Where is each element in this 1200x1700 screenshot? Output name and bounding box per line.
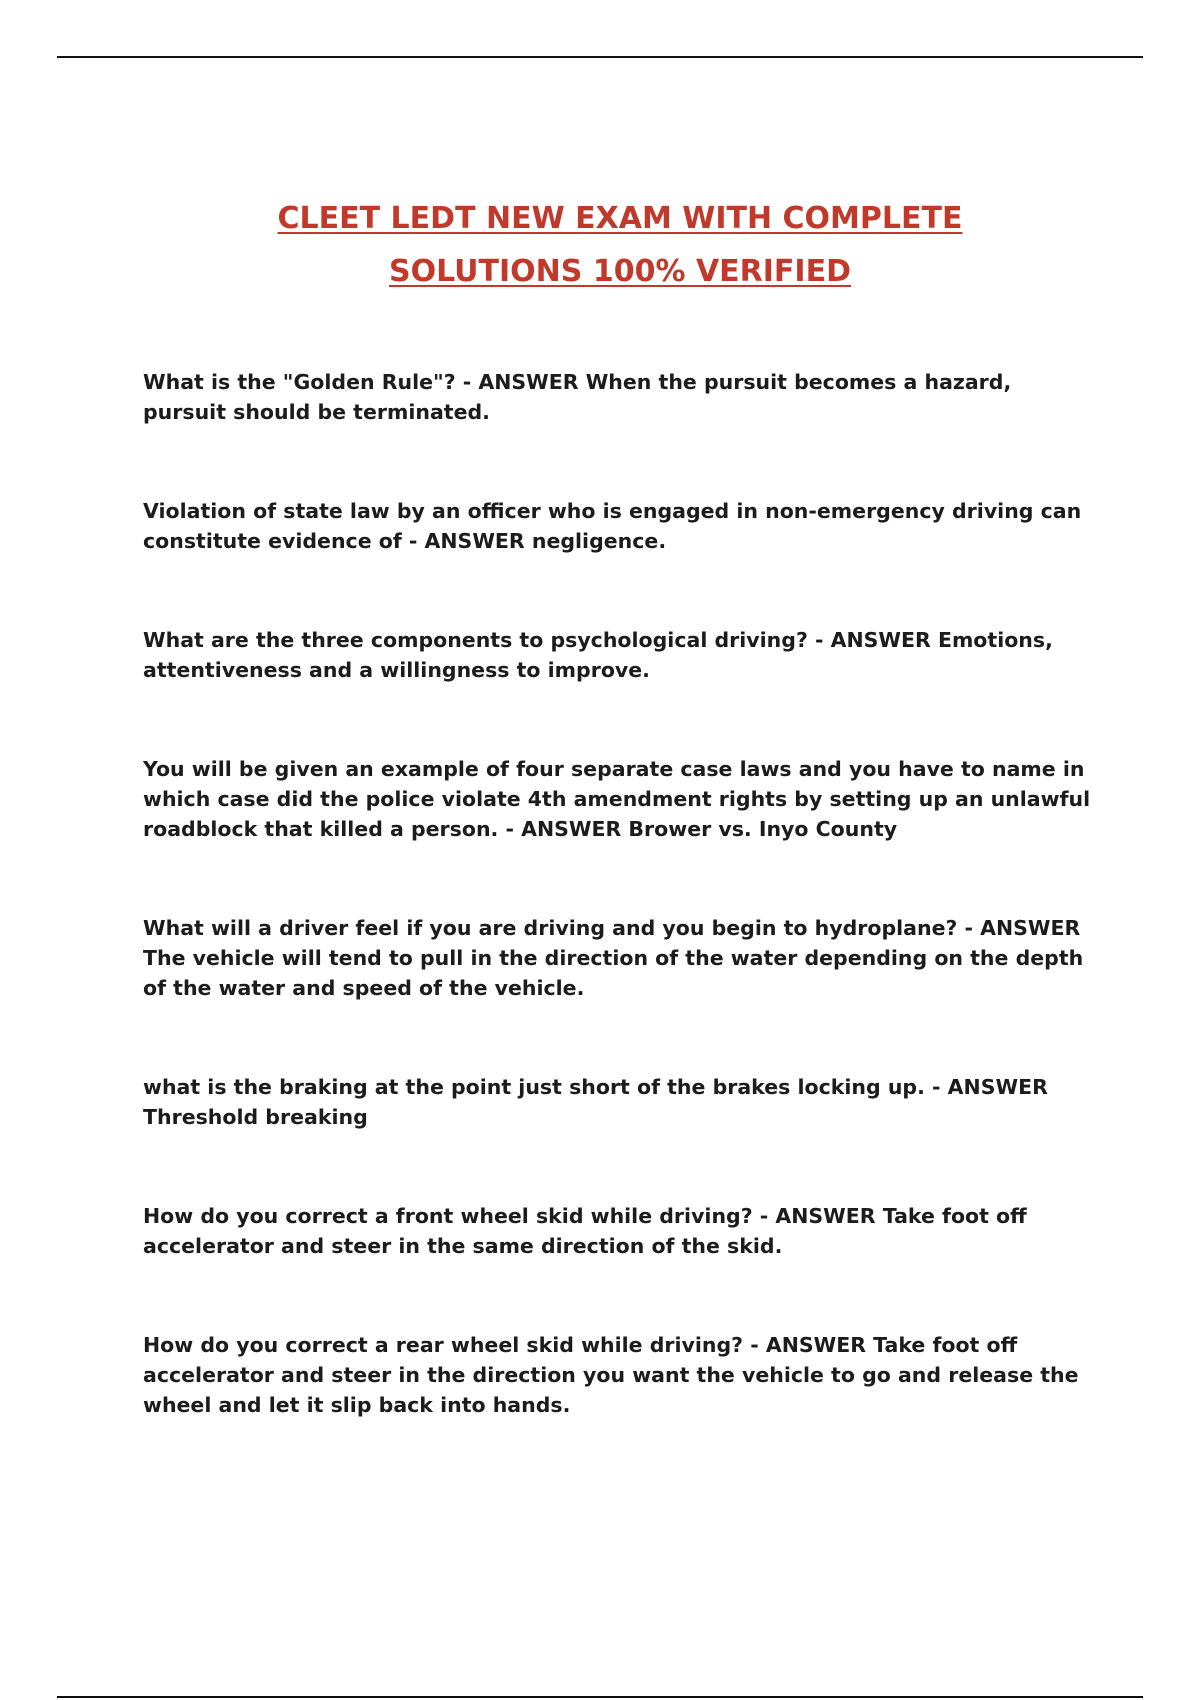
top-divider: [57, 56, 1143, 58]
bottom-divider: [57, 1696, 1143, 1698]
qa-item: what is the braking at the point just short of the brakes locking up. - ANSWER Threshold breaking: [143, 1075, 1048, 1129]
page-title: [150, 192, 1090, 298]
qa-item: How do you correct a front wheel skid while driving? - ANSWER Take foot off accelerator and steer in the same direction of the skid.: [143, 1204, 1027, 1258]
title-line-2: SOLUTIONS 100% VERIFIED: [389, 254, 851, 289]
title-line-1: CLEET LEDT NEW EXAM WITH COMPLETE: [277, 201, 963, 236]
qa-item: You will be given an example of four separate case laws and you have to name in which case did the police violate 4th amendment rights by setting up an unlawful roadblock that killed a person. - ANSWER Brower vs. Inyo County: [143, 757, 1091, 841]
qa-list: [143, 367, 1098, 1489]
qa-item: What are the three components to psychological driving? - ANSWER Emotions, attentiveness and a willingness to improve.: [143, 628, 1053, 682]
qa-item: Violation of state law by an officer who is engaged in non-emergency driving can constitute evidence of - ANSWER negligence.: [143, 499, 1082, 553]
qa-item: How do you correct a rear wheel skid while driving? - ANSWER Take foot off accelerator and steer in the direction you want the vehicle to go and release the wheel and let it slip back into hands.: [143, 1333, 1079, 1417]
qa-item: What will a driver feel if you are driving and you begin to hydroplane? - ANSWER The vehicle will tend to pull in the direction of the water depending on the depth of the water and speed of the vehicle.: [143, 916, 1084, 1000]
qa-item: What is the "Golden Rule"? - ANSWER When the pursuit becomes a hazard, pursuit should be terminated.: [143, 370, 1012, 424]
